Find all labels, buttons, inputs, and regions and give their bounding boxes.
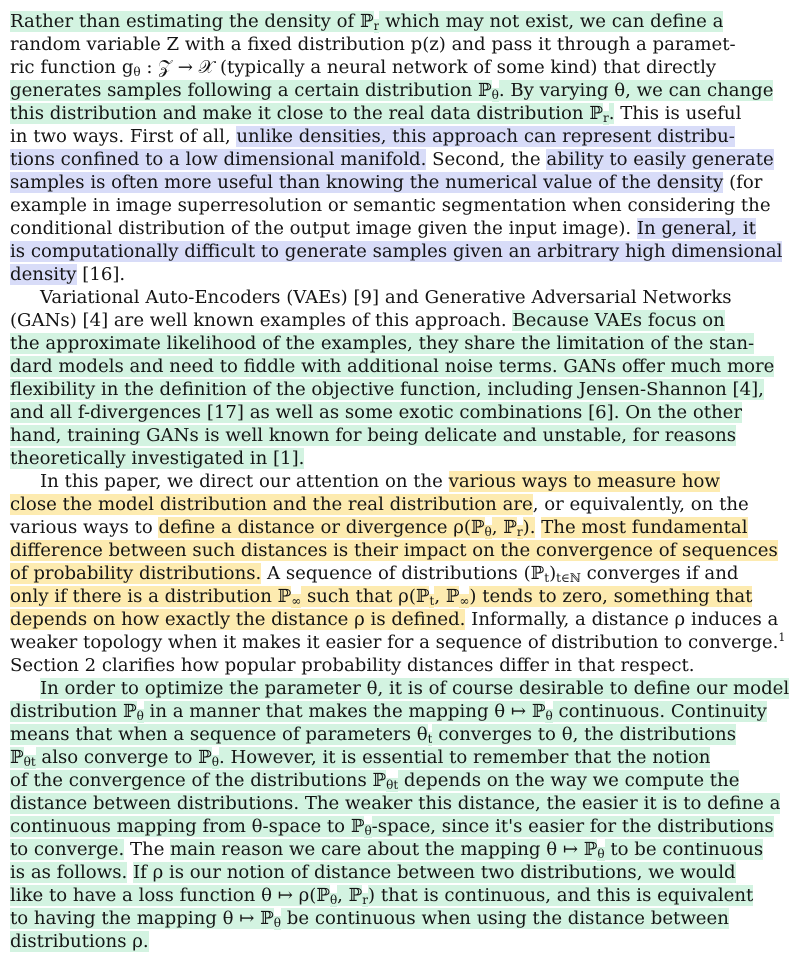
text-segment: [16]. — [76, 264, 126, 285]
highlighted-text: t — [427, 732, 433, 746]
highlighted-text: to be continuous — [604, 839, 764, 860]
text-line — [10, 746, 711, 769]
text-segment: (for — [723, 172, 763, 193]
text-line — [10, 930, 706, 953]
highlighted-text: distribution ℙ — [10, 701, 137, 722]
text-segment: In this paper, we direct our attention on the — [40, 471, 449, 492]
text-line — [10, 838, 764, 861]
highlighted-text: r — [602, 111, 609, 125]
highlighted-text: , ℙ — [491, 517, 517, 538]
text-segment: conditional distribution of the output image given the input image). — [10, 218, 637, 239]
highlighted-text: main reason we care about the mapping θ ↦ ℙ — [170, 839, 598, 860]
highlighted-text: continuous. — [552, 701, 671, 722]
highlighted-text: θ — [491, 88, 499, 102]
text-segment: various ways to — [10, 517, 159, 538]
highlighted-text: r — [362, 893, 369, 907]
highlighted-text: various ways to measure how — [448, 471, 720, 492]
highlighted-text: is as follows. — [10, 862, 128, 883]
text-line — [10, 861, 736, 884]
highlighted-text: In order to optimize the parameter θ, it is of course desirable to define our model — [40, 678, 789, 699]
text-line — [10, 700, 767, 723]
text-line — [10, 79, 774, 102]
text-line — [10, 102, 742, 125]
highlighted-text: -space, since it's easier for the distributions — [371, 816, 774, 837]
text-segment: Variational Auto-Encoders (VAEs) [9] and Generative Adversarial Networks — [40, 287, 732, 308]
text-segment: 1 — [778, 630, 786, 644]
text-segment: example in image superresolution or semantic segmentation when considering the — [10, 195, 771, 216]
text-line — [10, 240, 783, 263]
text-line — [10, 355, 775, 378]
highlighted-text: is computationally difficult to generate samples given an arbitrary high dimensional — [10, 241, 783, 262]
text-line — [10, 56, 717, 79]
highlighted-text: ) that is continuous, and this is equivalent — [368, 885, 754, 906]
highlighted-text: θ — [364, 824, 372, 838]
highlighted-text: of probability distributions. — [10, 563, 262, 584]
highlighted-text: hand, training GANs is well known for being delicate and unstable, for reasons — [10, 425, 737, 446]
text-line — [10, 630, 786, 654]
text-line — [10, 907, 729, 930]
highlighted-text: dard models and need to fiddle with additional noise terms. — [10, 356, 564, 377]
text-segment: : 𝒵 → 𝒳 (typically a neural network of some kind) that directly — [140, 57, 717, 78]
text-line — [10, 884, 754, 907]
highlighted-text: also converge to ℙ — [35, 747, 212, 768]
highlighted-text: distributions ρ. — [10, 931, 149, 952]
text-line — [10, 654, 706, 677]
highlighted-text: the approximate likelihood of the examples, they share the limitation of the stan- — [10, 333, 755, 354]
text-line — [40, 677, 789, 700]
text-line — [10, 33, 736, 56]
text-segment: The — [124, 839, 171, 860]
text-line — [10, 378, 764, 401]
highlighted-text: If ρ is our notion of distance between two distributions, we would — [133, 862, 736, 883]
text-line — [10, 217, 756, 240]
text-segment: Informally, a distance ρ induces a — [465, 609, 779, 630]
text-segment: converges if and — [580, 563, 739, 584]
highlighted-text: such that ρ(ℙ — [301, 586, 430, 607]
text-segment: t — [544, 571, 550, 585]
highlighted-text: means that when a sequence of parameters θ — [10, 724, 428, 745]
highlighted-text: , ℙ — [337, 885, 363, 906]
highlighted-text: define a — [650, 11, 724, 32]
highlighted-text: close the model distribution and the real distribution are — [10, 494, 533, 515]
highlighted-text: difference between such distances is their impact on the convergence of sequences — [10, 540, 778, 561]
highlighted-text: θt — [386, 778, 399, 792]
highlighted-text: Because VAEs focus on — [512, 310, 725, 331]
text-segment: random variable Z with a fixed distribution p(z) and pass it through a paramet- — [10, 34, 736, 55]
highlighted-text: The most fundamental — [541, 517, 748, 538]
text-line — [10, 148, 774, 171]
highlighted-text: θ — [329, 893, 338, 907]
highlighted-text: GANs offer much more — [563, 356, 775, 377]
text-segment: This is useful — [614, 103, 742, 124]
highlighted-text: to having the mapping θ ↦ ℙ — [10, 908, 274, 929]
text-line — [10, 815, 774, 838]
text-segment: ) — [549, 563, 557, 584]
highlighted-text: t — [429, 594, 435, 608]
highlighted-text: θ — [211, 755, 219, 769]
highlighted-text: density — [10, 264, 77, 285]
highlighted-text: , ℙ — [434, 586, 460, 607]
highlighted-text: flexibility in the definition of the objective function, including Jensen-Shannon [4], — [10, 379, 764, 400]
highlighted-text: ability to easily generate — [546, 149, 774, 170]
text-line — [10, 723, 736, 746]
highlighted-text: θ — [136, 709, 144, 723]
highlighted-text: to converge. — [10, 839, 125, 860]
highlighted-text: depends on how exactly the distance ρ is defined. — [10, 609, 466, 630]
highlighted-text: Continuity — [670, 701, 767, 722]
text-line — [10, 10, 724, 33]
highlighted-text: . — [218, 747, 231, 768]
text-line — [40, 470, 720, 493]
text-line — [10, 516, 748, 539]
highlighted-text: depends on the way we compute the — [398, 770, 740, 791]
highlighted-text: θ — [273, 916, 282, 930]
highlighted-text: θ — [484, 525, 492, 539]
highlighted-text: On the other — [625, 402, 742, 423]
highlighted-text: ) tends to zero, something that — [469, 586, 753, 607]
highlighted-text: in a manner that makes the mapping θ ↦ ℙ — [143, 701, 546, 722]
highlighted-text: The weaker this distance, the easier it is to define a — [304, 793, 781, 814]
highlighted-text: distance between distributions. — [10, 793, 305, 814]
text-segment: weaker topology when it makes it easier for a sequence of distribution to converge. — [10, 632, 779, 653]
highlighted-text: . By varying θ, we can change — [498, 80, 774, 101]
text-line — [10, 263, 706, 286]
highlighted-text: . — [608, 103, 615, 124]
text-line — [10, 194, 771, 217]
text-line — [10, 424, 737, 447]
highlighted-text: However, it is essential to remember that the notion — [230, 747, 711, 768]
highlighted-text: Rather than estimating the density of ℙ — [10, 11, 374, 32]
highlighted-text: converges to θ, the distributions — [432, 724, 736, 745]
highlighted-text: ∞ — [459, 594, 470, 608]
highlighted-text: generates samples following a certain distribution ℙ — [10, 80, 492, 101]
text-line — [10, 171, 763, 194]
text-segment: (GANs) [4] are well known examples of this approach. — [10, 310, 513, 331]
highlighted-text: θ — [545, 709, 553, 723]
highlighted-text: only if there is a distribution ℙ — [10, 586, 292, 607]
highlighted-text: r — [373, 19, 380, 33]
highlighted-text: of the convergence of the distributions ℙ — [10, 770, 387, 791]
text-line — [10, 447, 706, 470]
text-line — [10, 562, 739, 585]
highlighted-text: ℙ — [10, 747, 24, 768]
highlighted-text: unlike densities, this approach can represent distribu- — [236, 126, 735, 147]
highlighted-text: like to have a loss function θ ↦ ρ(ℙ — [10, 885, 330, 906]
highlighted-text: define a distance or divergence ρ(ℙ — [158, 517, 485, 538]
text-segment: , or equivalently, on the — [532, 494, 749, 515]
highlighted-text: θ — [597, 847, 605, 861]
text-line — [10, 309, 725, 332]
highlighted-text: tions confined to a low dimensional manifold. — [10, 149, 427, 170]
text-line — [10, 539, 778, 562]
highlighted-text: be continuous when using the distance between — [281, 908, 729, 929]
highlighted-text: and all f-divergences [17] as well as some exotic combinations [6]. — [10, 402, 626, 423]
highlighted-text: ). — [522, 517, 536, 538]
text-segment: in two ways. First of all, — [10, 126, 237, 147]
text-segment: Section 2 clarifies how popular probability distances differ in that respect. — [10, 655, 695, 676]
text-line — [10, 585, 753, 608]
text-segment: A sequence of distributions (ℙ — [261, 563, 545, 584]
highlighted-text: ∞ — [291, 594, 302, 608]
highlighted-text: theoretically investigated in [1]. — [10, 448, 305, 469]
text-line — [10, 608, 779, 631]
highlighted-text: r — [516, 525, 523, 539]
text-segment: Second, the — [426, 149, 547, 170]
text-segment: t∈ℕ — [556, 571, 581, 585]
highlighted-text: θt — [23, 755, 36, 769]
highlighted-text: this distribution and make it close to the real data distribution ℙ — [10, 103, 603, 124]
text-segment: θ — [133, 65, 141, 79]
highlighted-text: In general, it — [636, 218, 756, 239]
highlighted-text: samples is often more useful than knowing the numerical value of the density — [10, 172, 724, 193]
text-line — [40, 286, 732, 309]
text-line — [10, 332, 755, 355]
text-line — [10, 792, 781, 815]
text-line — [10, 401, 742, 424]
highlighted-text: continuous mapping from θ-space to ℙ — [10, 816, 365, 837]
text-line — [10, 493, 749, 516]
text-segment: ric function g — [10, 57, 134, 78]
highlighted-text: which may not exist, we can — [379, 11, 651, 32]
text-line — [10, 125, 735, 148]
text-line — [10, 769, 740, 792]
